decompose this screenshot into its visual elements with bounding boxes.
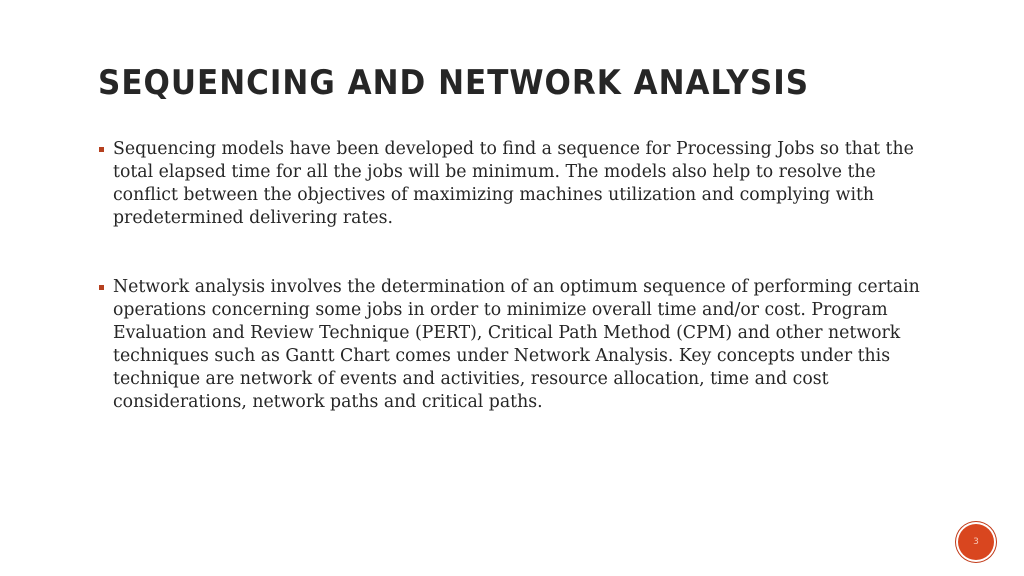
square-bullet-icon <box>99 147 104 152</box>
page-number: 3 <box>973 537 979 547</box>
slide-title: SEQUENCING AND NETWORK ANALYSIS <box>98 64 810 103</box>
square-bullet-icon <box>99 285 104 290</box>
page-number-badge <box>958 524 994 560</box>
bullet-text: Network analysis involves the determination of an optimum sequence of performing certain operations concerning some jobs in order to minimize overall time and/or cost. Program Evaluation and Review Technique (PERT), Critical Path Method (CPM) and other network techniques such as Gantt Chart comes under Network Analysis. Key concepts under this technique are network of events and activities, resource allocation, time and cost considerations, network paths and critical paths. <box>113 277 920 412</box>
bullet-list <box>98 138 938 414</box>
bullet-item <box>98 138 938 230</box>
bullet-text: Sequencing models have been developed to find a sequence for Processing Jobs so that the total elapsed time for all the jobs will be minimum. The models also help to resolve the conflict between the objectives of maximizing machines utilization and complying with predetermined delivering rates. <box>113 139 914 228</box>
bullet-item <box>98 276 938 414</box>
